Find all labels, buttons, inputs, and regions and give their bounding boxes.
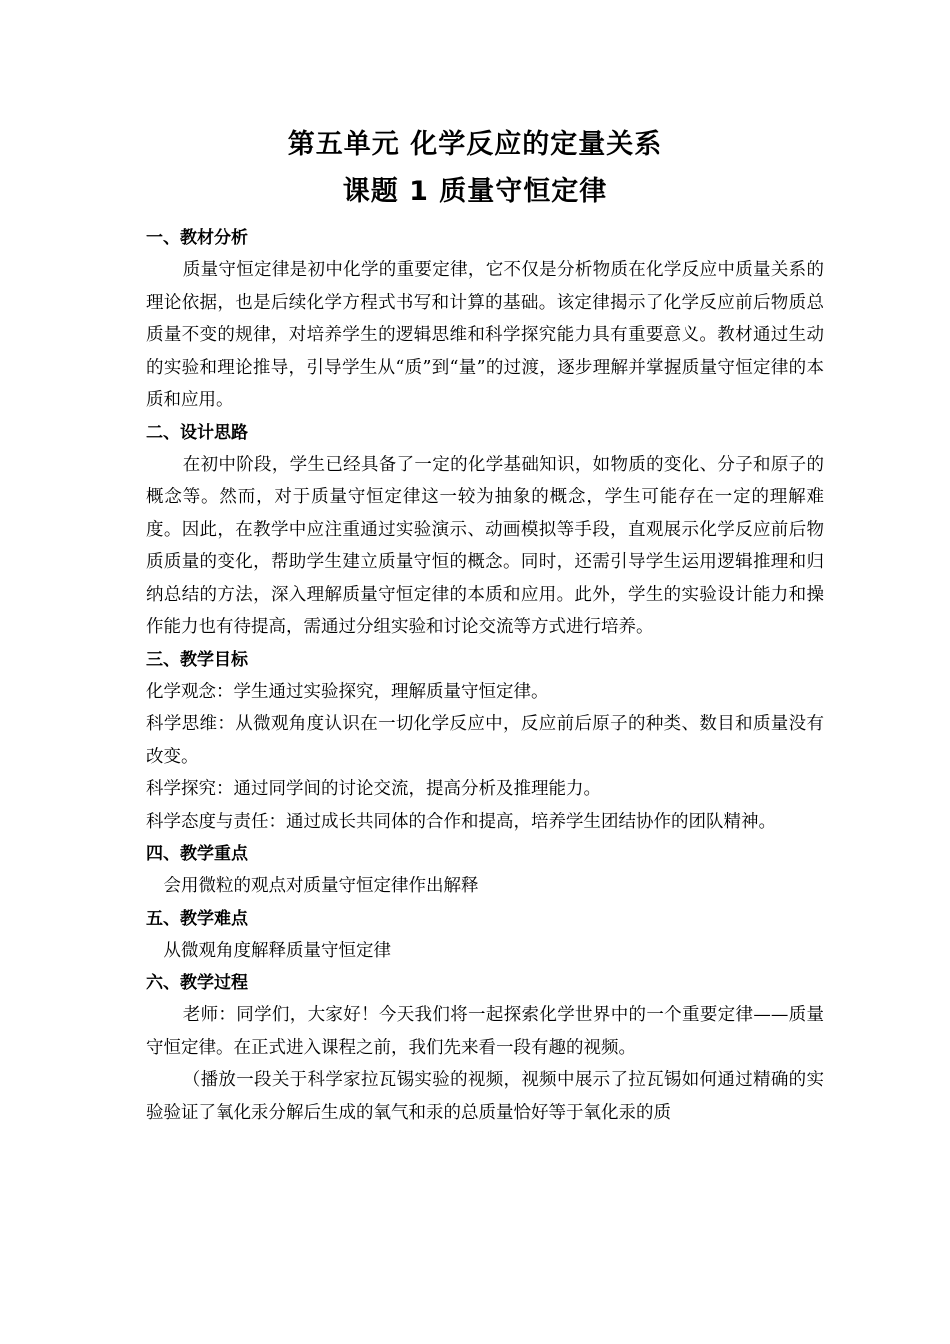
section-heading-design-idea: 二、设计思路 <box>146 422 248 443</box>
difficulties-text: 从微观角度解释质量守恒定律 <box>163 940 391 961</box>
key-points-text: 会用微粒的观点对质量守恒定律作出解释 <box>163 876 479 896</box>
document-body <box>146 222 824 1129</box>
section-heading-teaching-process: 六、教学过程 <box>146 973 248 993</box>
teaching-process-paragraph-2: （播放一段关于科学家拉瓦锡实验的视频，视频中展示了拉瓦锡如何通过精确的实验验证了氧化汞分解后生成的氧气和汞的总质量恰好等于氧化汞的质 <box>146 1070 824 1123</box>
goal-attitude-responsibility: 科学态度与责任：通过成长共同体的合作和提高，培养学生团结协作的团队精神。 <box>146 811 776 832</box>
goal-chemistry-concept: 化学观念：学生通过实验探究，理解质量守恒定律。 <box>146 681 549 702</box>
textbook-analysis-paragraph: 质量守恒定律是初中化学的重要定律，它不仅是分析物质在化学反应中质量关系的理论依据，也是后续化学方程式书写和计算的基础。该定律揭示了化学反应前后物质总质量不变的规律，对培养学生的逻辑思维和科学探究能力具有重要意义。教材通过生动的实验和理论推导，引导学生从“质”到“量”的过渡，逐步理解并掌握质量守恒定律的本质和应用。 <box>146 260 824 410</box>
section-heading-difficulties: 五、教学难点 <box>146 908 248 929</box>
goal-scientific-thinking: 科学思维：从微观角度认识在一切化学反应中，反应前后原子的种类、数目和质量没有改变。 <box>146 714 824 767</box>
unit-title: 第五单元 化学反应的定量关系 <box>287 129 663 160</box>
section-heading-textbook-analysis: 一、教材分析 <box>146 228 248 248</box>
lesson-title: 课题 1 质量守恒定律 <box>342 176 608 207</box>
section-heading-teaching-goals: 三、教学目标 <box>146 649 248 670</box>
section-heading-key-points: 四、教学重点 <box>146 844 248 864</box>
design-idea-paragraph: 在初中阶段，学生已经具备了一定的化学基础知识，如物质的变化、分子和原子的概念等。然而，对于质量守恒定律这一较为抽象的概念，学生可能存在一定的理解难度。因此，在教学中应注重通过实验演示、动画模拟等手段，直观展示化学反应前后物质质量的变化，帮助学生建立质量守恒的概念。同时，还需引导学生运用逻辑推理和归纳总结的方法，深入理解质量守恒定律的本质和应用。此外，学生的实验设计能力和操作能力也有待提高，需通过分组实验和讨论交流等方式进行培养。 <box>146 454 824 637</box>
goal-scientific-inquiry: 科学探究：通过同学间的讨论交流，提高分析及推理能力。 <box>146 779 601 799</box>
teaching-process-paragraph-1: 老师：同学们，大家好！今天我们将一起探索化学世界中的一个重要定律——质量守恒定律。在正式进入课程之前，我们先来看一段有趣的视频。 <box>146 1005 824 1058</box>
